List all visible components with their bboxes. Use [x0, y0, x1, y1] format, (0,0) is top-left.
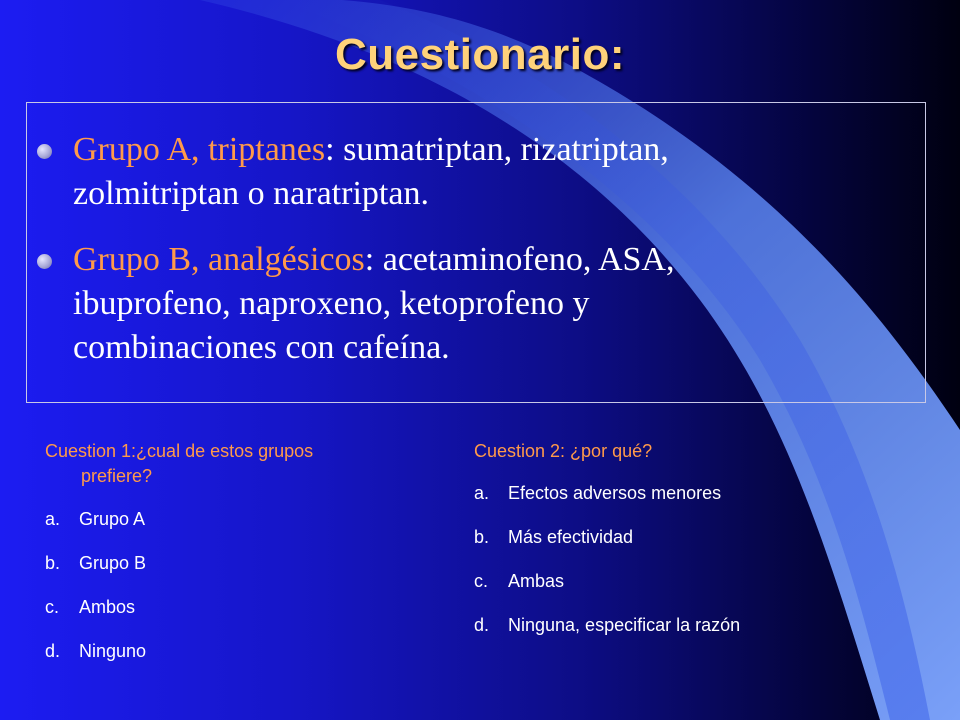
- option-letter: a.: [474, 483, 490, 503]
- bullet-box: [26, 102, 926, 403]
- option-text: Ambos: [79, 597, 136, 617]
- option-letter: d.: [45, 641, 61, 661]
- option-text: Más efectividad: [508, 527, 634, 547]
- question-2-option-c[interactable]: [474, 570, 914, 614]
- question-1-option-b[interactable]: [45, 552, 425, 596]
- question-1-option-d[interactable]: [45, 640, 425, 684]
- question-2-option-b[interactable]: [474, 526, 914, 570]
- bullet-rest: : sumatriptan, rizatriptan,: [325, 131, 669, 168]
- bullet-line: combinaciones con cafeína.: [73, 329, 450, 366]
- option-letter: d.: [474, 615, 490, 635]
- bullet-text: [73, 128, 857, 216]
- option-letter: c.: [474, 571, 489, 591]
- question-2-option-d[interactable]: [474, 614, 914, 658]
- bullet-group-a: [37, 128, 857, 216]
- question-1-option-a[interactable]: [45, 508, 425, 552]
- option-text: Ninguno: [79, 641, 147, 661]
- option-letter: b.: [474, 527, 490, 547]
- question-1: [45, 439, 425, 684]
- question-1-title-line1: Cuestion 1:¿cual de estos grupos: [45, 441, 314, 461]
- question-2: [474, 439, 914, 658]
- option-text: Grupo B: [79, 553, 147, 573]
- bullet-line: zolmitriptan o naratriptan.: [73, 175, 429, 212]
- question-1-title-line2: prefiere?: [81, 466, 153, 486]
- option-text: Ninguna, especificar la razón: [508, 615, 741, 635]
- option-letter: b.: [45, 553, 61, 573]
- slide-title: Cuestionario:: [334, 30, 626, 79]
- bullet-dot-icon: [37, 144, 52, 159]
- option-letter: c.: [45, 597, 60, 617]
- option-text: Ambas: [508, 571, 565, 591]
- option-letter: a.: [45, 509, 61, 529]
- question-2-title: Cuestion 2: ¿por qué?: [474, 441, 653, 461]
- option-text: Grupo A: [79, 509, 146, 529]
- bullet-accent: Grupo A, triptanes: [73, 131, 326, 168]
- option-text: Efectos adversos menores: [508, 483, 722, 503]
- bullet-dot-icon: [37, 254, 52, 269]
- question-1-title: [45, 439, 425, 489]
- question-2-option-a[interactable]: [474, 482, 914, 526]
- bullet-text: [73, 238, 857, 370]
- question-1-option-c[interactable]: [45, 596, 425, 640]
- bullet-rest: : acetaminofeno, ASA,: [364, 241, 675, 278]
- bullet-line: ibuprofeno, naproxeno, ketoprofeno y: [73, 285, 590, 322]
- bullet-group-b: [37, 238, 857, 370]
- bullet-accent: Grupo B, analgésicos: [73, 241, 365, 278]
